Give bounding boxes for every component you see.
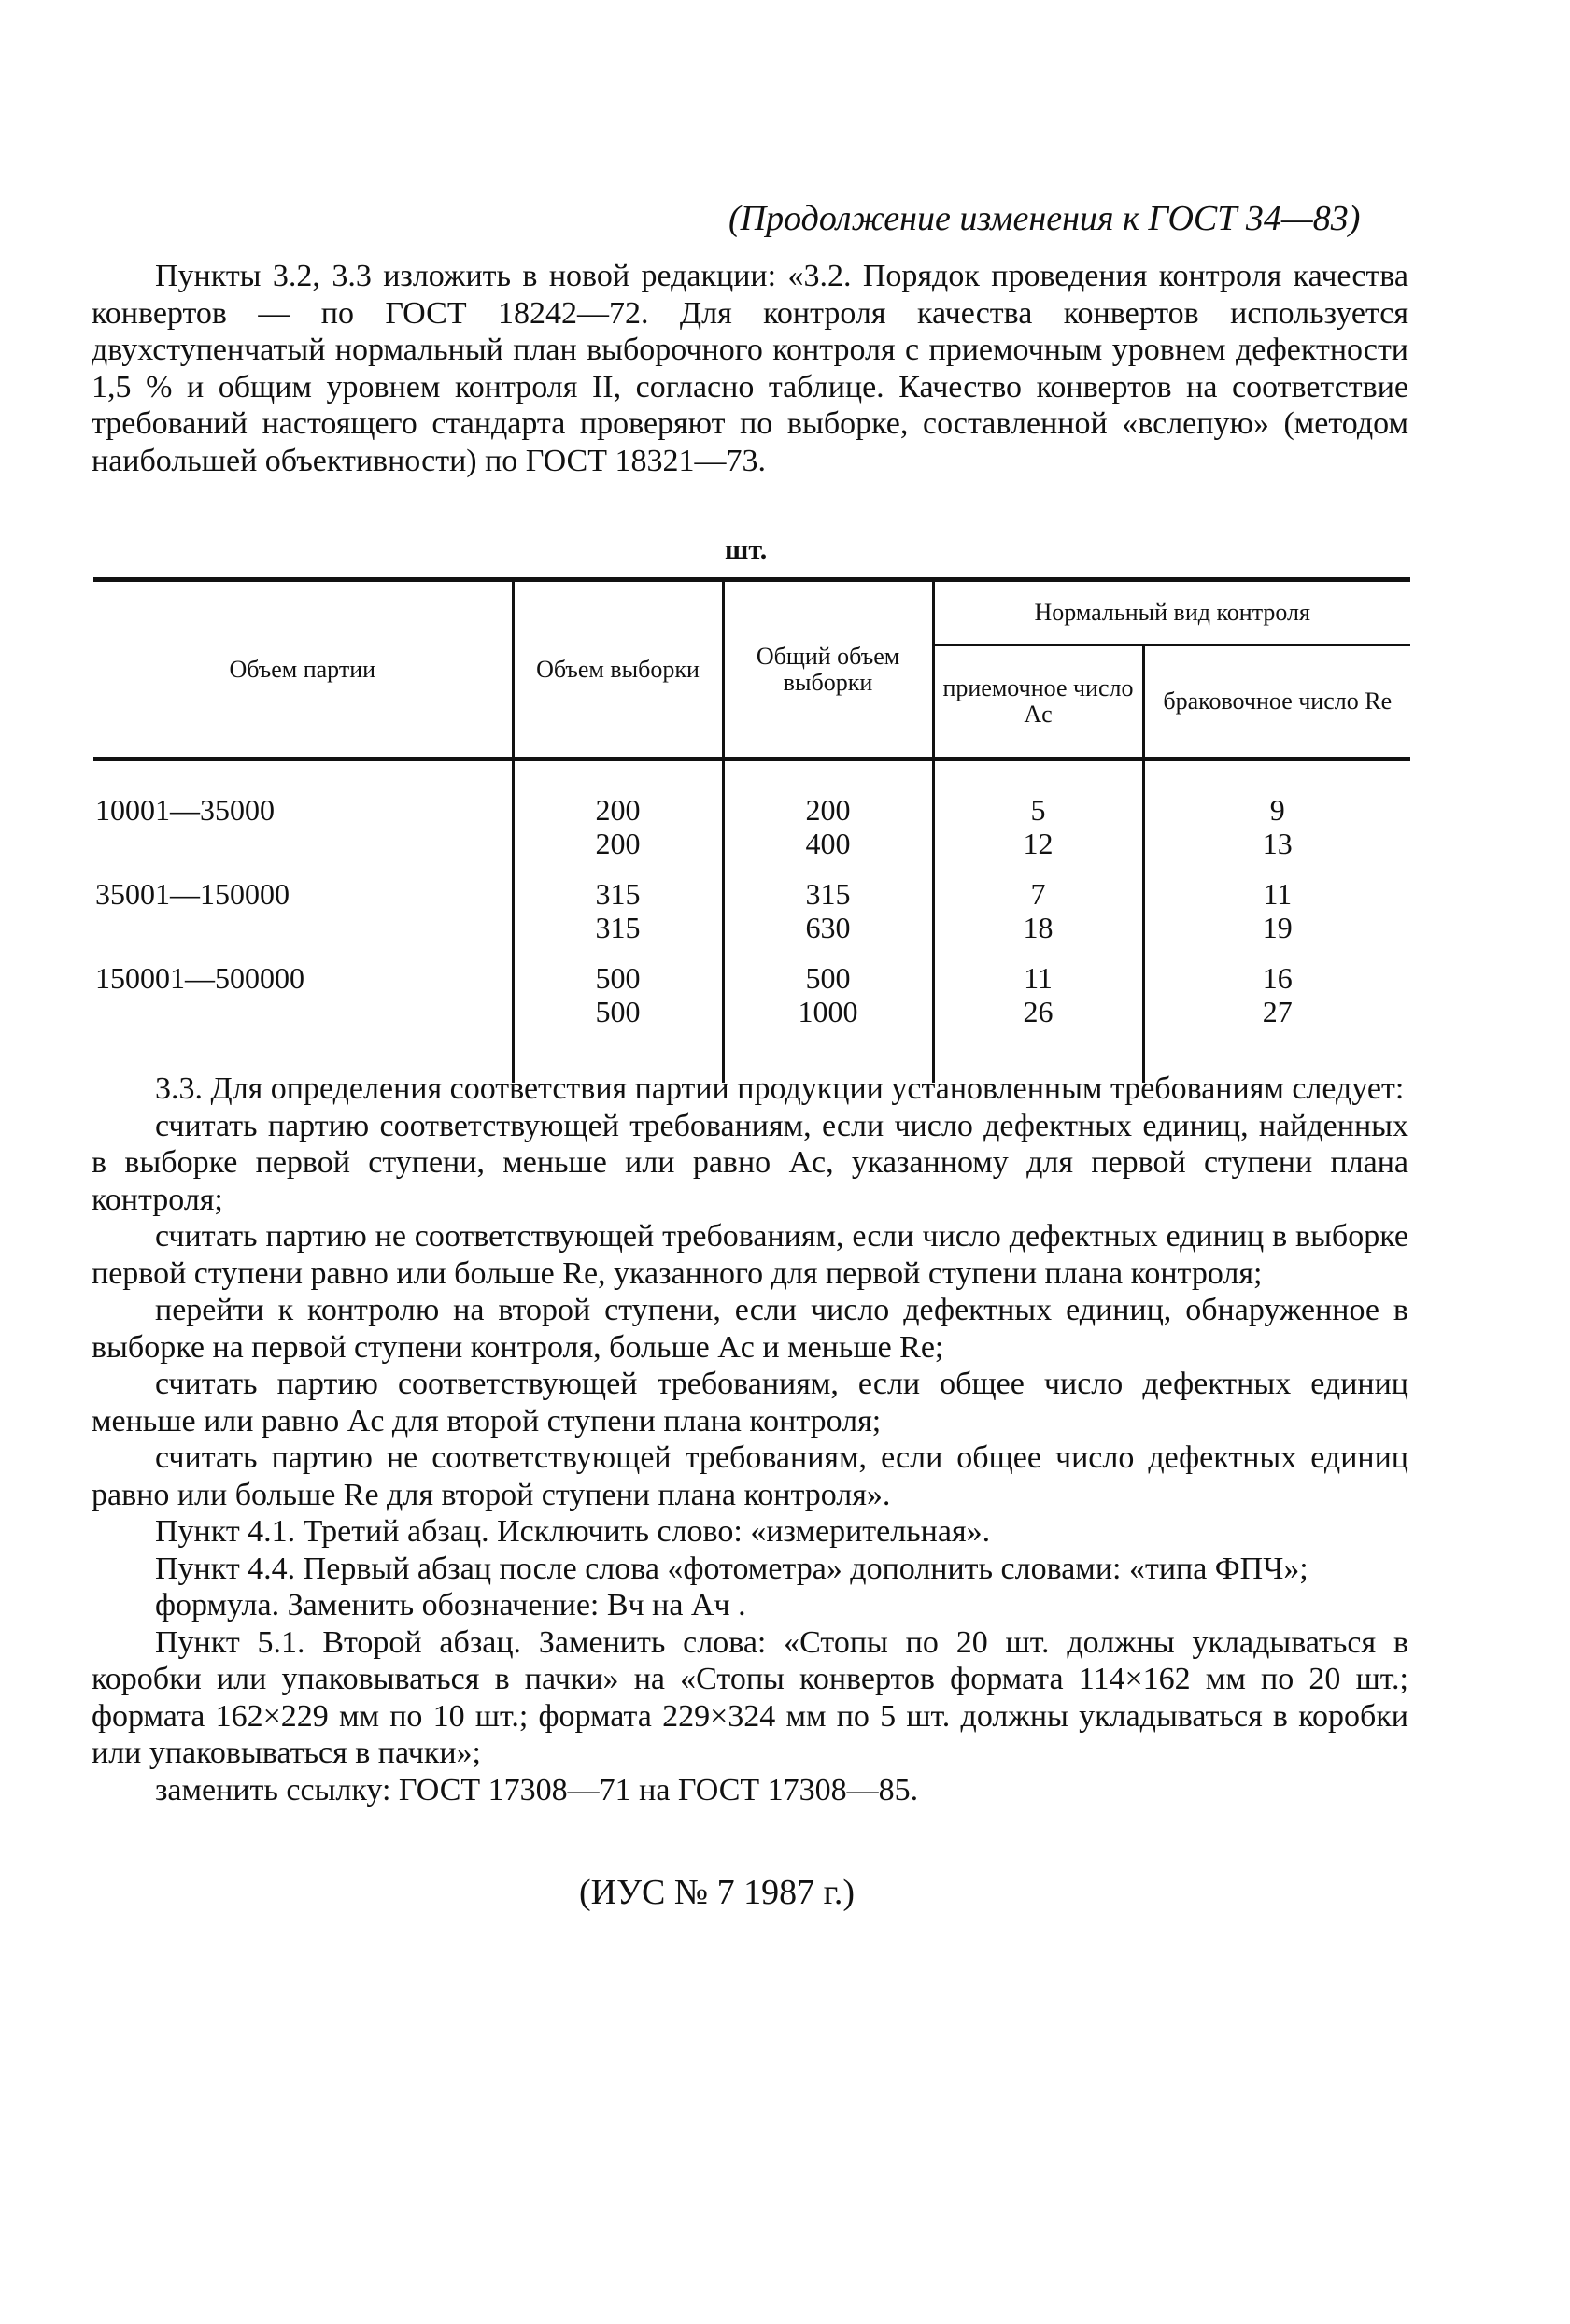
total-value: 1000 xyxy=(798,995,858,1028)
ac-value: 7 xyxy=(1030,877,1046,911)
amendment-item: заменить ссылку: ГОСТ 17308—71 на ГОСТ 17308—85. xyxy=(155,1772,919,1807)
re-cell xyxy=(1143,793,1410,877)
header-lot-size: Объем партии xyxy=(93,580,513,759)
total-value: 400 xyxy=(805,827,851,860)
header-total-sample-size: Общий объем выборки xyxy=(723,580,933,759)
lot-size-value: 35001—150000 xyxy=(95,877,290,911)
clause-3-3-lead: 3.3. Для определения соответствия партии продукции установленным требованиям следует: xyxy=(155,1071,1405,1106)
sample-value: 200 xyxy=(595,827,641,860)
clause-item: считать партию не соответствующей требованиям, если общее число дефектных единиц равно или больше Re для второй ступени плана контроля». xyxy=(92,1440,1408,1512)
total-cell xyxy=(723,961,933,1045)
intro-paragraph: Пункты 3.2, 3.3 изложить в новой редакции: «3.2. Порядок проведения контроля качества конвертов — по ГОСТ 18242—72. Для контроля качества конвертов используется двухступенчатый нормальный план выборочного контроля с приемочным уровнем дефектности 1,5 % и общим уровнем контроля II, согласно таблице. Качество конвертов на соответствие требований настоящего стандарта проверяют по выборке, составленной «вслепую» (методом наибольшей объективности) по ГОСТ 18321—73. xyxy=(92,259,1408,478)
re-value: 11 xyxy=(1263,877,1293,911)
header-rejection-number: браковочное число Re xyxy=(1143,645,1410,759)
total-value: 630 xyxy=(805,911,851,944)
table-row xyxy=(93,877,1410,961)
clause-item: считать партию соответствующей требованиям, если общее число дефектных единиц меньше или равно Ac для второй ступени плана контроля; xyxy=(92,1367,1408,1438)
ac-value: 11 xyxy=(1024,961,1053,995)
clause-3-3 xyxy=(92,1070,1408,1808)
sample-value: 500 xyxy=(595,961,641,995)
re-value: 27 xyxy=(1262,995,1293,1028)
ac-value: 5 xyxy=(1030,793,1046,827)
total-value: 500 xyxy=(805,961,851,995)
lot-size-cell xyxy=(93,877,513,961)
re-value: 13 xyxy=(1262,827,1293,860)
lot-size-value: 10001—35000 xyxy=(95,793,275,827)
table-unit: шт. xyxy=(725,534,768,565)
ac-value: 26 xyxy=(1023,995,1054,1028)
sample-cell xyxy=(513,961,723,1045)
header-sample-size: Объем выборки xyxy=(513,580,723,759)
source-footer: (ИУС № 7 1987 г.) xyxy=(579,1873,856,1912)
ac-cell xyxy=(933,877,1143,961)
clause-item: считать партию соответствующей требованиям, если число дефектных единиц, найденных в выборке первой ступени, меньше или равно Ac, указанному для первой ступени плана контроля; xyxy=(92,1108,1408,1217)
sample-value: 200 xyxy=(595,793,641,827)
ac-cell xyxy=(933,793,1143,877)
clause-item: перейти к контролю на второй ступени, если число дефектных единиц, обнаруженное в выборке на первой ступени контроля, больше Ac и меньше Re; xyxy=(92,1293,1408,1365)
ac-value: 18 xyxy=(1023,911,1054,944)
lot-size-value: 150001—500000 xyxy=(95,961,304,995)
amendment-item: формула. Заменить обозначение: Bч на Aч . xyxy=(155,1588,746,1623)
sample-cell xyxy=(513,877,723,961)
amendment-item: Пункт 5.1. Второй абзац. Заменить слова: «Стопы по 20 шт. должны укладываться в коробки или упаковываться в пачки» на «Стопы конвертов формата 114×162 мм по 20 шт.; формата 162×229 мм по 10 шт.; формата 229×324 мм по 5 шт. должны укладываться в коробки или упаковываться в пачки»; xyxy=(92,1624,1408,1770)
sample-cell xyxy=(513,793,723,877)
amendment-item: Пункт 4.1. Третий абзац. Исключить слово: «измерительная». xyxy=(155,1514,991,1549)
continuation-header: (Продолжение изменения к ГОСТ 34—83) xyxy=(728,199,1361,238)
total-value: 315 xyxy=(805,877,851,911)
amendment-item: Пункт 4.4. Первый абзац после слова «фотометра» дополнить словами: «типа ФПЧ»; xyxy=(155,1551,1308,1586)
total-cell xyxy=(723,877,933,961)
sample-value: 500 xyxy=(595,995,641,1028)
re-value: 16 xyxy=(1262,961,1293,995)
total-value: 200 xyxy=(805,793,851,827)
ac-value: 12 xyxy=(1023,827,1054,860)
table-row xyxy=(93,793,1410,877)
lot-size-cell xyxy=(93,961,513,1045)
table-row xyxy=(93,961,1410,1045)
sample-value: 315 xyxy=(595,877,641,911)
re-value: 9 xyxy=(1269,793,1285,827)
sampling-plan-table xyxy=(93,577,1410,1083)
header-acceptance-number: приемочное число Ac xyxy=(933,645,1143,759)
header-normal-inspection: Нормальный вид контроля xyxy=(933,580,1410,645)
clause-item: считать партию не соответствующей требованиям, если число дефектных единиц в выборке первой ступени равно или больше Re, указанного для первой ступени плана контроля; xyxy=(92,1219,1408,1291)
re-cell xyxy=(1143,877,1410,961)
ac-cell xyxy=(933,961,1143,1045)
total-cell xyxy=(723,793,933,877)
sample-value: 315 xyxy=(595,911,641,944)
re-value: 19 xyxy=(1262,911,1293,944)
re-cell xyxy=(1143,961,1410,1045)
lot-size-cell xyxy=(93,793,513,877)
